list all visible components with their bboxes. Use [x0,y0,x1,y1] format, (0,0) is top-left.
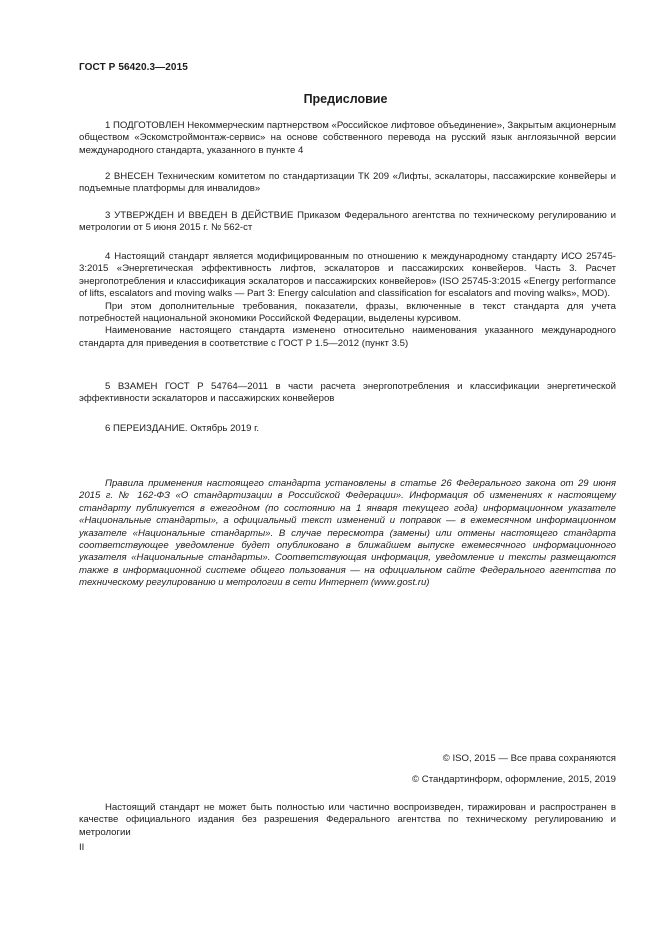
section-4-paragraph-1: 4 Настоящий стандарт является модифицированным по отношению к международному стандарту ИСО 25745-3:2015 «Энергетическая эффективность лифтов, эскалаторов и пассажирских конвейеров. Часть 3. Расчет энергопотребления и классификация эскалаторов и пассажирских конвейеров» (ISO 25745-3:2015 «Energy performance of lifts, escalators and moving walks — Part 3: Energy calculation and classification for escalators and moving walks», MOD). [79,251,616,300]
section-2 [79,171,616,196]
page-title: Предисловие [303,92,388,106]
section-5-text: 5 ВЗАМЕН ГОСТ Р 54764—2011 в части расчета энергопотребления и классификации энергетической эффективности эскалаторов и пассажирских конвейеров [79,381,616,405]
section-2-text: 2 ВНЕСЕН Техническим комитетом по стандартизации ТК 209 «Лифты, эскалаторы, пассажирские конвейеры и подъемные платформы для инвалидов» [79,171,616,195]
section-3-text: 3 УТВЕРЖДЕН И ВВЕДЕН В ДЕЙСТВИЕ Приказом Федерального агентства по техническому регулированию и метрологии от 5 июня 2015 г. № 562-ст [79,210,616,234]
standard-application-notice [79,478,616,590]
section-4-paragraph-2: При этом дополнительные требования, показатели, фразы, включенные в текст стандарта для учета потребностей национальной экономики Российской Федерации, выделены курсивом. [79,300,616,325]
notice-text: Правила применения настоящего стандарта установлены в статье 26 Федерального закона от 29 июня 2015 г. № 162-ФЗ «О стандартизации в Российской Федерации». Информация об изменениях к настоящему стандарту публикуется в ежегодном (по состоянию на 1 января текущего года) информационном указателе «Национальные стандарты», а официальный текст изменений и поправок — в ежемесячном информационном указателе «Национальные стандарты». В случае пересмотра (замены) или отмены настоящего стандарта соответствующее уведомление будет опубликовано в ближайшем выпуске ежемесячного информационного указателя «Национальные стандарты». Соответствующая информация, уведомление и тексты размещаются также в информационной системе общего пользования — на официальном сайте Федерального агентства по техническому регулированию и метрологии в сети Интернет (www.gost.ru) [79,478,616,589]
section-3 [79,210,616,235]
section-1 [79,120,616,157]
reproduction-notice-text: Настоящий стандарт не может быть полностью или частично воспроизведен, тиражирован и распространен в качестве официального издания без разрешения Федерального агентства по техническому регулированию и метрологии [79,802,616,838]
section-6-text: 6 ПЕРЕИЗДАНИЕ. Октябрь 2019 г. [105,423,260,434]
section-4-paragraph-3: Наименование настоящего стандарта изменено относительно наименования указанного международного стандарта для приведения в соответствие с ГОСТ Р 1.5—2012 (пункт 3.5) [79,325,616,349]
page-number: II [79,842,85,853]
document-code: ГОСТ Р 56420.3—2015 [79,62,188,73]
copyright-standartinform: © Стандартинформ, оформление, 2015, 2019 [412,774,616,785]
reproduction-notice [79,802,616,839]
section-6 [79,423,616,435]
copyright-iso: © ISO, 2015 — Все права сохраняются [442,753,616,764]
section-1-text: 1 ПОДГОТОВЛЕН Некоммерческим партнерством «Российское лифтовое объединение», Закрытым акционерным обществом «Эскомстроймонтаж-сервис» на основе собственного перевода на русский язык англоязычной версии международного стандарта, указанного в пункте 4 [79,120,616,156]
section-5 [79,381,616,406]
section-4 [79,251,616,350]
